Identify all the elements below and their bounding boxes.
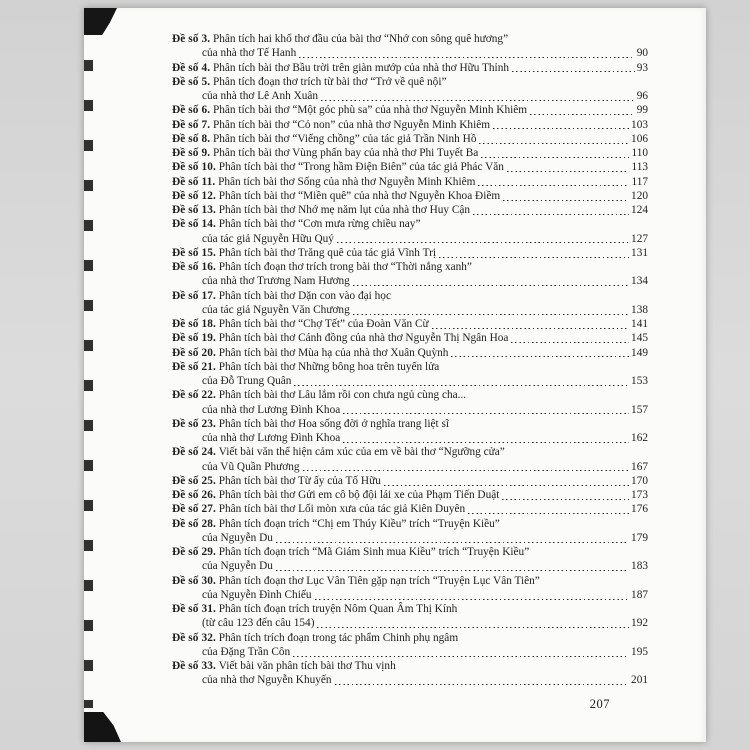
table-of-contents <box>172 32 648 688</box>
toc-entry <box>172 175 648 189</box>
toc-entry <box>172 388 648 417</box>
page-number: 93 <box>636 61 648 74</box>
page-number: 170 <box>631 474 648 487</box>
book-page <box>84 8 706 742</box>
toc-entry-number: Đề số 21. <box>172 360 216 373</box>
toc-entry-continuation: của Nguyễn Du <box>202 560 273 573</box>
page-number: 179 <box>631 531 648 544</box>
toc-line <box>172 360 648 374</box>
toc-entry-title: Phân tích bài thơ Lối mòn xưa của tác giả Kiên Duyên <box>215 503 466 516</box>
toc-entry-number: Đề số 30. <box>172 574 216 587</box>
toc-line-continuation <box>172 374 648 388</box>
toc-entry-number: Đề số 10. <box>172 161 216 174</box>
toc-entry <box>172 32 648 61</box>
toc-entry-title: Phân tích bài thơ Nhớ mẹ năm lụt của nhà thơ Huy Cận <box>215 204 471 216</box>
page-number: 162 <box>631 432 648 444</box>
toc-entry-title: Phân tích bài thơ “Miền quê” của nhà thơ Nguyễn Khoa Điềm <box>215 189 501 202</box>
binding-mark-bottom <box>84 712 121 742</box>
toc-entry-title: Viết bài văn thể hiện cảm xúc của em về bài thơ “Ngưỡng cửa” <box>215 446 505 459</box>
toc-entry-continuation: của tác giả Nguyễn Văn Chương <box>202 303 350 316</box>
dot-leader <box>481 147 629 158</box>
dot-leader <box>502 489 629 500</box>
toc-entry <box>172 75 648 104</box>
page-number: 195 <box>631 645 648 658</box>
page-number: 90 <box>636 47 648 60</box>
toc-entry-number: Đề số 12. <box>172 189 216 202</box>
toc-entry-title: Phân tích đoạn trích “Chị em Thúy Kiều” trích “Truyện Kiều” <box>215 517 500 530</box>
toc-entry-title: Phân tích đoạn thơ trích từ bài thơ “Trở về quê nội” <box>210 75 447 88</box>
toc-line-continuation <box>172 531 648 545</box>
toc-entry-title: Phân tích bài thơ “Trong hầm Điện Biên” của tác giả Phác Văn <box>215 161 504 174</box>
toc-line-continuation <box>172 460 648 474</box>
toc-entry-number: Đề số 32. <box>172 631 216 644</box>
toc-line <box>172 331 648 345</box>
toc-line <box>172 32 648 46</box>
toc-entry <box>172 517 648 546</box>
page-number: 145 <box>631 332 648 345</box>
toc-entry-title: Phân tích bài thơ Dặn con vào đại học <box>215 289 391 302</box>
toc-line-continuation <box>172 403 648 417</box>
dot-leader <box>512 62 635 73</box>
toc-line <box>172 545 648 559</box>
toc-line-continuation <box>172 431 648 445</box>
toc-entry-number: Đề số 4. <box>172 61 211 74</box>
toc-entry-title: Phân tích bài thơ Những bông hoa trên tuyến lửa <box>215 360 440 373</box>
toc-entry <box>172 331 648 345</box>
toc-entry-title: Phân tích đoạn thơ trích trong bài thơ “Thời nắng xanh” <box>215 261 472 273</box>
page-number: 187 <box>631 588 648 601</box>
dot-leader <box>299 48 634 59</box>
toc-entry-title: Phân tích bài thơ Trăng quê của tác giả Vĩnh Trị <box>215 246 436 259</box>
dot-leader <box>507 162 630 173</box>
page-number: 99 <box>636 104 648 117</box>
toc-line-continuation <box>172 616 648 630</box>
toc-entry-number: Đề số 14. <box>172 218 216 231</box>
toc-line <box>172 631 648 645</box>
toc-line <box>172 132 648 146</box>
toc-entry <box>172 502 648 516</box>
toc-entry-continuation: của nhà thơ Lương Đình Khoa <box>202 403 341 416</box>
toc-line <box>172 417 648 431</box>
toc-entry-number: Đề số 24. <box>172 446 216 459</box>
dot-leader <box>384 475 629 486</box>
toc-entry-number: Đề số 33. <box>172 660 216 672</box>
dot-leader <box>478 176 629 187</box>
toc-entry <box>172 217 648 246</box>
toc-entry-number: Đề số 26. <box>172 489 216 501</box>
page-number: 167 <box>631 460 648 473</box>
page-number: 173 <box>631 489 648 501</box>
toc-entry-title: Phân tích bài thơ Bầu trời trên giàn mướp của nhà thơ Hữu Thỉnh <box>210 61 509 74</box>
dot-leader <box>343 432 629 443</box>
toc-entry-title: Phân tích bài thơ Lâu lắm rồi con chưa ngủ cùng cha... <box>215 389 467 402</box>
toc-entry-continuation: của tác giả Nguyễn Hữu Quý <box>202 232 334 245</box>
toc-line <box>172 260 648 274</box>
dot-leader <box>353 276 629 287</box>
toc-line <box>172 574 648 588</box>
dot-leader <box>294 375 629 386</box>
toc-entry-title: Phân tích hai khổ thơ đầu của bài thơ “Nhớ con sông quê hương” <box>210 33 509 45</box>
toc-line-continuation <box>172 303 648 317</box>
page-number: 153 <box>631 375 648 387</box>
toc-entry-number: Đề số 3. <box>172 33 211 45</box>
toc-entry-number: Đề số 20. <box>172 346 216 359</box>
toc-line-continuation <box>172 89 648 103</box>
toc-line <box>172 203 648 217</box>
page-number: 201 <box>631 674 648 687</box>
toc-line <box>172 75 648 89</box>
binding-mark-top <box>84 8 117 35</box>
dot-leader <box>317 618 629 629</box>
page-number: 117 <box>631 175 648 188</box>
dot-leader <box>337 233 629 244</box>
toc-entry-continuation: (từ câu 123 đến câu 154) <box>202 617 315 630</box>
toc-entry-title: Phân tích bài thơ “Cơn mưa rừng chiều nay” <box>215 218 421 231</box>
toc-entry-continuation: của nhà thơ Trương Nam Hương <box>202 275 350 288</box>
toc-line-continuation <box>172 46 648 60</box>
toc-entry-continuation: của Nguyễn Đình Chiểu <box>202 588 312 601</box>
toc-entry-title: Phân tích đoạn trích “Mã Giám Sinh mua Kiều” trích “Truyện Kiều” <box>215 546 530 558</box>
page-number: 96 <box>636 90 648 102</box>
toc-entry <box>172 574 648 603</box>
toc-entry <box>172 246 648 260</box>
toc-entry <box>172 61 648 75</box>
toc-line <box>172 488 648 502</box>
page-number: 113 <box>631 161 648 174</box>
toc-entry <box>172 118 648 132</box>
toc-entry-continuation: của Nguyễn Du <box>202 531 273 544</box>
toc-entry-continuation: của nhà thơ Tế Hanh <box>202 47 297 60</box>
toc-entry-title: Phân tích đoạn trích truyện Nôm Quan Âm Thị Kính <box>215 603 458 615</box>
dot-leader <box>439 247 629 258</box>
dot-leader <box>315 589 630 600</box>
toc-line <box>172 160 648 174</box>
toc-entry-continuation: của Vũ Quần Phương <box>202 460 300 473</box>
toc-entry-number: Đề số 16. <box>172 261 216 273</box>
page-number: 138 <box>631 303 648 316</box>
toc-entry-number: Đề số 23. <box>172 417 216 430</box>
toc-entry-title: Phân tích bài thơ “Viếng chồng” của tác giả Trần Ninh Hồ <box>210 132 477 145</box>
dot-leader <box>468 504 629 515</box>
toc-entry-number: Đề số 27. <box>172 503 216 516</box>
toc-entry-number: Đề số 29. <box>172 546 216 558</box>
toc-entry-number: Đề số 8. <box>172 132 211 145</box>
toc-line <box>172 474 648 488</box>
page-number: 127 <box>631 232 648 245</box>
toc-line-continuation <box>172 559 648 573</box>
toc-line <box>172 517 648 531</box>
toc-line-continuation <box>172 588 648 602</box>
page-number: 124 <box>631 204 648 216</box>
page-number: 176 <box>631 503 648 516</box>
toc-entry <box>172 317 648 331</box>
toc-entry <box>172 289 648 318</box>
toc-entry-number: Đề số 9. <box>172 147 211 159</box>
toc-entry <box>172 445 648 474</box>
toc-entry-title: Phân tích bài thơ Gửi em cô bộ đội lái xe của Phạm Tiến Duật <box>215 489 500 501</box>
toc-entry <box>172 659 648 688</box>
toc-line <box>172 189 648 203</box>
toc-line-continuation <box>172 232 648 246</box>
toc-entry-title: Phân tích bài thơ “Một góc phù sa” của nhà thơ Nguyễn Minh Khiêm <box>210 104 528 117</box>
toc-entry-number: Đề số 5. <box>172 75 211 88</box>
toc-entry-title: Phân tích bài thơ “Cỏ non” của nhà thơ Nguyễn Minh Khiêm <box>210 118 491 131</box>
dot-leader <box>479 133 629 144</box>
page-number: 183 <box>631 560 648 573</box>
toc-line-continuation <box>172 673 648 687</box>
toc-line <box>172 346 648 360</box>
page-number: 110 <box>631 147 648 159</box>
toc-entry-number: Đề số 13. <box>172 204 216 216</box>
toc-entry-number: Đề số 6. <box>172 104 211 117</box>
page-number: 103 <box>631 118 648 131</box>
toc-entry <box>172 132 648 146</box>
page-number: 141 <box>631 318 648 330</box>
toc-line <box>172 388 648 402</box>
dot-leader <box>293 646 629 657</box>
toc-entry-continuation: của nhà thơ Lê Anh Xuân <box>202 90 319 102</box>
toc-line <box>172 217 648 231</box>
page-number: 134 <box>631 275 648 288</box>
dot-leader <box>353 304 629 315</box>
toc-entry-number: Đề số 31. <box>172 603 216 615</box>
toc-line <box>172 445 648 459</box>
toc-line <box>172 317 648 331</box>
toc-entry-continuation: của Đỗ Trung Quân <box>202 375 292 387</box>
toc-entry <box>172 360 648 389</box>
toc-line <box>172 246 648 260</box>
toc-entry-continuation: của nhà thơ Lương Đình Khoa <box>202 432 341 444</box>
toc-line <box>172 118 648 132</box>
toc-entry-title: Viết bài văn phân tích bài thơ Thu vịnh <box>215 660 396 672</box>
toc-line <box>172 502 648 516</box>
toc-entry <box>172 474 648 488</box>
toc-entry <box>172 189 648 203</box>
toc-line <box>172 602 648 616</box>
toc-entry-title: Phân tích đoạn thơ Lục Vân Tiên gặp nạn trích “Truyện Lục Vân Tiên” <box>215 574 540 587</box>
page-number: 149 <box>631 346 648 359</box>
toc-line-continuation <box>172 645 648 659</box>
toc-entry-continuation: của nhà thơ Nguyễn Khuyến <box>202 674 332 687</box>
toc-entry-title: Phân tích bài thơ Vùng phấn bay của nhà thơ Phi Tuyết Ba <box>210 147 479 159</box>
toc-line-continuation <box>172 274 648 288</box>
toc-line <box>172 659 648 673</box>
dot-leader <box>473 204 629 215</box>
toc-entry-title: Phân tích bài thơ Sống của nhà thơ Nguyễn Minh Khiêm <box>215 175 476 188</box>
toc-entry <box>172 631 648 660</box>
toc-entry-number: Đề số 25. <box>172 474 216 487</box>
page-number: 131 <box>631 246 648 259</box>
toc-entry-number: Đề số 18. <box>172 318 216 330</box>
toc-entry-number: Đề số 15. <box>172 246 216 259</box>
toc-entry <box>172 160 648 174</box>
toc-entry-title: Phân tích bài thơ Từ ấy của Tố Hữu <box>215 474 381 487</box>
toc-entry-title: Phân tích bài thơ Mùa hạ của nhà thơ Xuân Quỳnh <box>215 346 449 359</box>
toc-entry <box>172 103 648 117</box>
toc-entry-number: Đề số 28. <box>172 517 216 530</box>
toc-entry <box>172 260 648 289</box>
toc-entry-title: Phân tích bài thơ “Chợ Tết” của Đoàn Văn Cừ <box>215 318 429 330</box>
dot-leader <box>432 318 629 329</box>
dot-leader <box>343 404 629 415</box>
page-footer-number: 207 <box>589 697 610 711</box>
page-number: 106 <box>631 132 648 145</box>
page-number: 192 <box>631 617 648 630</box>
dot-leader <box>321 90 635 101</box>
toc-entry-title: Phân tích trích đoạn trong tác phẩm Chinh phụ ngâm <box>215 631 459 644</box>
toc-entry-continuation: của Đặng Trần Côn <box>202 645 291 658</box>
toc-entry-number: Đề số 19. <box>172 332 216 345</box>
binding-marks <box>84 60 93 708</box>
toc-entry-number: Đề số 7. <box>172 118 211 131</box>
page-number: 157 <box>631 403 648 416</box>
dot-leader <box>530 105 635 116</box>
page-number: 120 <box>631 189 648 202</box>
toc-entry <box>172 203 648 217</box>
dot-leader <box>276 532 629 543</box>
toc-line <box>172 289 648 303</box>
toc-line <box>172 61 648 75</box>
dot-leader <box>276 561 629 572</box>
toc-line <box>172 175 648 189</box>
toc-entry-title: Phân tích bài thơ Cánh đồng của nhà thơ Nguyễn Thị Ngân Hoa <box>215 332 509 345</box>
dot-leader <box>303 461 630 472</box>
toc-line <box>172 103 648 117</box>
dot-leader <box>503 190 629 201</box>
toc-entry <box>172 488 648 502</box>
toc-entry-title: Phân tích bài thơ Hoa sống đời ở nghĩa trang liệt sĩ <box>215 417 450 430</box>
toc-entry-number: Đề số 22. <box>172 389 216 402</box>
dot-leader <box>493 119 629 130</box>
toc-entry-number: Đề số 17. <box>172 289 216 302</box>
toc-entry <box>172 545 648 574</box>
toc-line <box>172 146 648 160</box>
toc-entry <box>172 146 648 160</box>
toc-entry <box>172 417 648 446</box>
toc-entry-number: Đề số 11. <box>172 175 216 188</box>
toc-entry <box>172 602 648 631</box>
dot-leader <box>451 347 629 358</box>
dot-leader <box>335 675 629 686</box>
dot-leader <box>511 333 629 344</box>
toc-entry <box>172 346 648 360</box>
